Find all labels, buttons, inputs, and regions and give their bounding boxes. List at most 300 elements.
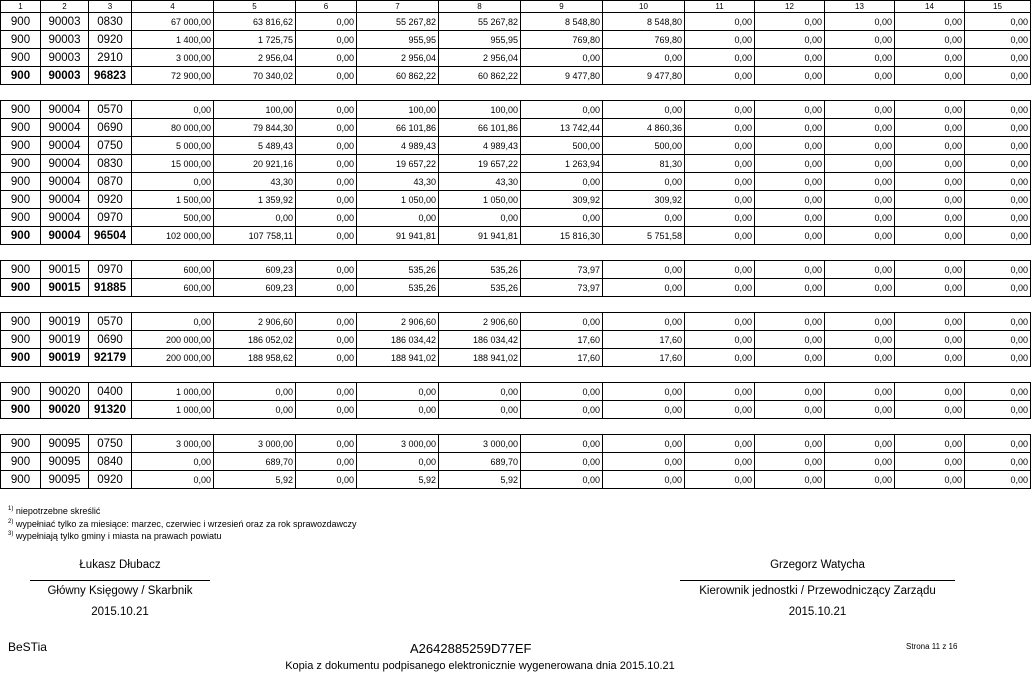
table-cell: 0,00	[825, 137, 895, 155]
column-number: 5	[214, 1, 296, 13]
table-cell: 0,00	[603, 101, 685, 119]
table-cell: 2 906,60	[439, 313, 521, 331]
table-cell: 90004	[41, 173, 89, 191]
footnote-text: wypełniają tylko gminy i miasta na prawach powiatu	[15, 531, 222, 541]
table-cell: 8 548,80	[521, 13, 603, 31]
table-cell: 67 000,00	[132, 13, 214, 31]
table-cell: 0,00	[685, 279, 755, 297]
total-row	[1, 227, 1031, 245]
left-signature-date: 2015.10.21	[91, 606, 149, 618]
table-cell: 0,00	[755, 13, 825, 31]
table-cell: 90015	[41, 279, 89, 297]
table-cell: 0,00	[895, 279, 965, 297]
table-cell: 0,00	[965, 209, 1031, 227]
table-row	[1, 453, 1031, 471]
table-row	[1, 209, 1031, 227]
table-row	[1, 13, 1031, 31]
right-signature-line	[680, 580, 955, 581]
table-cell: 102 000,00	[132, 227, 214, 245]
table-cell: 0,00	[825, 155, 895, 173]
table-cell: 0,00	[296, 191, 357, 209]
table-cell: 0,00	[965, 137, 1031, 155]
table-cell: 0,00	[895, 349, 965, 367]
table-cell: 0,00	[825, 383, 895, 401]
table-cell: 0,00	[296, 13, 357, 31]
left-signature-line	[30, 580, 210, 581]
table-cell: 0400	[89, 383, 132, 401]
table-cell: 0,00	[825, 67, 895, 85]
table-cell: 0,00	[685, 209, 755, 227]
table-cell: 4 989,43	[439, 137, 521, 155]
table-cell: 3 000,00	[357, 435, 439, 453]
table-cell: 0,00	[825, 471, 895, 489]
table-cell: 188 941,02	[439, 349, 521, 367]
group-separator	[1, 85, 1031, 101]
footnote-number: 1)	[8, 506, 14, 512]
table-cell: 90020	[41, 383, 89, 401]
table-cell: 309,92	[521, 191, 603, 209]
table-cell: 1 359,92	[214, 191, 296, 209]
table-cell: 0,00	[296, 101, 357, 119]
table-cell: 0,00	[296, 383, 357, 401]
table-cell: 500,00	[132, 209, 214, 227]
table-cell: 0,00	[965, 49, 1031, 67]
table-cell: 90019	[41, 349, 89, 367]
separator-cell	[1, 85, 1031, 101]
table-cell: 0,00	[755, 435, 825, 453]
table-cell: 55 267,82	[439, 13, 521, 31]
table-cell: 60 862,22	[357, 67, 439, 85]
table-cell: 1 000,00	[132, 383, 214, 401]
table-cell: 0,00	[521, 173, 603, 191]
table-cell: 1 050,00	[439, 191, 521, 209]
table-row	[1, 313, 1031, 331]
table-cell: 0,00	[685, 49, 755, 67]
table-cell: 90095	[41, 453, 89, 471]
table-cell: 900	[1, 401, 41, 419]
column-number: 2	[41, 1, 89, 13]
table-cell: 900	[1, 119, 41, 137]
table-cell: 0570	[89, 101, 132, 119]
table-cell: 0,00	[755, 471, 825, 489]
table-cell: 900	[1, 155, 41, 173]
table-cell: 0,00	[755, 119, 825, 137]
table-cell: 0,00	[685, 401, 755, 419]
table-cell: 4 989,43	[357, 137, 439, 155]
table-cell: 0,00	[685, 471, 755, 489]
table-cell: 0,00	[296, 49, 357, 67]
table-cell: 0750	[89, 435, 132, 453]
table-cell: 0,00	[296, 209, 357, 227]
separator-cell	[1, 419, 1031, 435]
footnote-text: niepotrzebne skreślić	[15, 506, 101, 516]
table-cell: 0,00	[895, 313, 965, 331]
table-cell: 107 758,11	[214, 227, 296, 245]
table-cell: 91 941,81	[357, 227, 439, 245]
table-cell: 0,00	[825, 191, 895, 209]
table-cell: 5 000,00	[132, 137, 214, 155]
table-cell: 100,00	[357, 101, 439, 119]
table-cell: 0,00	[296, 119, 357, 137]
total-row	[1, 67, 1031, 85]
table-cell: 0,00	[825, 313, 895, 331]
separator-cell	[1, 367, 1031, 383]
table-cell: 72 900,00	[132, 67, 214, 85]
table-cell: 0,00	[439, 383, 521, 401]
table-cell: 0,00	[825, 49, 895, 67]
table-cell: 0,00	[755, 101, 825, 119]
table-cell: 0,00	[965, 453, 1031, 471]
table-cell: 0,00	[357, 209, 439, 227]
table-cell: 0,00	[521, 453, 603, 471]
group-separator	[1, 245, 1031, 261]
column-number: 7	[357, 1, 439, 13]
table-cell: 0,00	[825, 13, 895, 31]
table-cell: 43,30	[357, 173, 439, 191]
table-cell: 0,00	[685, 435, 755, 453]
table-cell: 600,00	[132, 261, 214, 279]
table-cell: 0,00	[965, 349, 1031, 367]
table-cell: 90003	[41, 31, 89, 49]
table-cell: 90003	[41, 67, 89, 85]
right-signature-role: Kierownik jednostki / Przewodniczący Zarządu	[699, 585, 936, 597]
table-row	[1, 435, 1031, 453]
footnote-number: 3)	[8, 531, 14, 537]
table-cell: 90004	[41, 155, 89, 173]
table-cell: 90004	[41, 227, 89, 245]
table-cell: 5 751,58	[603, 227, 685, 245]
column-number: 1	[1, 1, 41, 13]
separator-cell	[1, 297, 1031, 313]
table-cell: 0,00	[755, 137, 825, 155]
column-number: 15	[965, 1, 1031, 13]
right-signature-date: 2015.10.21	[788, 606, 847, 618]
table-cell: 90004	[41, 209, 89, 227]
table-cell: 0,00	[895, 383, 965, 401]
table-cell: 0,00	[296, 331, 357, 349]
table-cell: 0,00	[685, 383, 755, 401]
table-cell: 4 860,36	[603, 119, 685, 137]
table-cell: 0,00	[825, 119, 895, 137]
table-cell: 0,00	[895, 471, 965, 489]
table-cell: 0,00	[895, 261, 965, 279]
table-cell: 0,00	[296, 349, 357, 367]
table-cell: 0,00	[755, 155, 825, 173]
table-cell: 900	[1, 435, 41, 453]
table-cell: 63 816,62	[214, 13, 296, 31]
table-cell: 0570	[89, 313, 132, 331]
table-cell: 43,30	[439, 173, 521, 191]
table-row	[1, 383, 1031, 401]
table-cell: 79 844,30	[214, 119, 296, 137]
table-cell: 0,00	[296, 173, 357, 191]
table-cell: 0,00	[965, 227, 1031, 245]
table-cell: 0,00	[296, 31, 357, 49]
table-cell: 0,00	[755, 331, 825, 349]
table-cell: 96504	[89, 227, 132, 245]
table-cell: 0,00	[965, 155, 1031, 173]
table-cell: 186 034,42	[439, 331, 521, 349]
table-cell: 90095	[41, 471, 89, 489]
table-cell: 0,00	[603, 209, 685, 227]
table-cell: 0,00	[825, 261, 895, 279]
table-cell: 15 816,30	[521, 227, 603, 245]
footnote	[8, 504, 356, 517]
table-cell: 0,00	[755, 313, 825, 331]
column-number: 3	[89, 1, 132, 13]
footnote-text: wypełniać tylko za miesiące: marzec, czerwiec i wrzesień oraz za rok sprawozdawczy	[15, 518, 357, 529]
table-cell: 0,00	[755, 261, 825, 279]
table-cell: 0,00	[603, 383, 685, 401]
table-cell: 0,00	[603, 453, 685, 471]
table-cell: 3 000,00	[439, 435, 521, 453]
table-cell: 0,00	[685, 349, 755, 367]
table-cell: 100,00	[439, 101, 521, 119]
table-cell: 0830	[89, 13, 132, 31]
table-cell: 0,00	[755, 49, 825, 67]
table-cell: 900	[1, 471, 41, 489]
table-cell: 9 477,80	[521, 67, 603, 85]
table-cell: 0,00	[965, 279, 1031, 297]
right-signature-name: Grzegorz Watycha	[770, 559, 865, 571]
table-cell: 90019	[41, 331, 89, 349]
table-cell: 0,00	[685, 331, 755, 349]
table-cell: 0840	[89, 453, 132, 471]
table-cell: 0,00	[296, 401, 357, 419]
table-cell: 0690	[89, 331, 132, 349]
copy-note: Kopia z dokumentu podpisanego elektronicznie wygenerowana dnia 2015.10.21	[285, 660, 675, 672]
table-cell: 689,70	[214, 453, 296, 471]
table-cell: 19 657,22	[439, 155, 521, 173]
table-cell: 900	[1, 137, 41, 155]
table-cell: 0970	[89, 261, 132, 279]
footnote	[8, 529, 356, 542]
table-row	[1, 471, 1031, 489]
table-cell: 55 267,82	[357, 13, 439, 31]
table-cell: 0,00	[965, 173, 1031, 191]
table-cell: 0,00	[685, 31, 755, 49]
table-cell: 900	[1, 313, 41, 331]
table-cell: 0,00	[895, 209, 965, 227]
table-cell: 955,95	[357, 31, 439, 49]
table-cell: 0920	[89, 471, 132, 489]
table-cell: 0,00	[357, 383, 439, 401]
table-cell: 3 000,00	[214, 435, 296, 453]
table-cell: 0,00	[965, 67, 1031, 85]
table-cell: 0,00	[685, 155, 755, 173]
table-cell: 0,00	[132, 471, 214, 489]
table-cell: 0,00	[685, 453, 755, 471]
group-separator	[1, 367, 1031, 383]
table-cell: 0750	[89, 137, 132, 155]
table-cell: 0,00	[895, 155, 965, 173]
table-cell: 0,00	[965, 261, 1031, 279]
table-cell: 0,00	[825, 331, 895, 349]
table-cell: 0,00	[521, 209, 603, 227]
table-cell: 900	[1, 49, 41, 67]
total-row	[1, 349, 1031, 367]
table-cell: 0,00	[825, 31, 895, 49]
table-cell: 200 000,00	[132, 331, 214, 349]
table-cell: 1 725,75	[214, 31, 296, 49]
table-cell: 900	[1, 453, 41, 471]
table-cell: 0,00	[685, 227, 755, 245]
table-cell: 0,00	[132, 313, 214, 331]
table-cell: 535,26	[357, 279, 439, 297]
table-cell: 17,60	[521, 331, 603, 349]
table-cell: 0,00	[132, 173, 214, 191]
table-cell: 0,00	[296, 279, 357, 297]
table-cell: 9 477,80	[603, 67, 685, 85]
table-cell: 43,30	[214, 173, 296, 191]
table-cell: 0,00	[755, 279, 825, 297]
table-cell: 0,00	[357, 401, 439, 419]
table-cell: 900	[1, 101, 41, 119]
table-cell: 200 000,00	[132, 349, 214, 367]
table-cell: 60 862,22	[439, 67, 521, 85]
table-cell: 0,00	[521, 383, 603, 401]
table-cell: 0,00	[603, 471, 685, 489]
table-cell: 0,00	[895, 435, 965, 453]
table-cell: 91 941,81	[439, 227, 521, 245]
table-cell: 17,60	[603, 331, 685, 349]
table-cell: 0,00	[755, 191, 825, 209]
table-cell: 66 101,86	[439, 119, 521, 137]
document-code: A2642885259D77EF	[410, 641, 532, 656]
table-cell: 500,00	[603, 137, 685, 155]
table-cell: 0,00	[296, 155, 357, 173]
table-cell: 0,00	[603, 401, 685, 419]
table-row	[1, 101, 1031, 119]
table-cell: 90004	[41, 191, 89, 209]
table-cell: 92179	[89, 349, 132, 367]
table-cell: 535,26	[439, 261, 521, 279]
table-cell: 1 400,00	[132, 31, 214, 49]
table-cell: 0,00	[825, 209, 895, 227]
table-cell: 0,00	[685, 173, 755, 191]
table-cell: 0,00	[521, 401, 603, 419]
table-cell: 0,00	[895, 31, 965, 49]
table-cell: 2 906,60	[357, 313, 439, 331]
table-cell: 2 906,60	[214, 313, 296, 331]
table-row	[1, 119, 1031, 137]
total-row	[1, 279, 1031, 297]
table-cell: 96823	[89, 67, 132, 85]
table-cell: 0,00	[439, 209, 521, 227]
table-cell: 0,00	[965, 383, 1031, 401]
table-cell: 0,00	[755, 453, 825, 471]
table-cell: 0,00	[685, 67, 755, 85]
table-cell: 0,00	[965, 191, 1031, 209]
table-cell: 0,00	[895, 173, 965, 191]
table-cell: 2 956,04	[439, 49, 521, 67]
table-cell: 0,00	[755, 383, 825, 401]
table-cell: 900	[1, 279, 41, 297]
table-cell: 1 263,94	[521, 155, 603, 173]
table-cell: 0,00	[755, 209, 825, 227]
table-cell: 0,00	[965, 13, 1031, 31]
table-cell: 0,00	[895, 49, 965, 67]
table-row	[1, 49, 1031, 67]
table-cell: 0,00	[895, 227, 965, 245]
footnote-number: 2)	[8, 518, 14, 525]
table-cell: 70 340,02	[214, 67, 296, 85]
table-cell: 0,00	[603, 49, 685, 67]
table-cell: 900	[1, 67, 41, 85]
table-cell: 769,80	[521, 31, 603, 49]
table-cell: 188 941,02	[357, 349, 439, 367]
table-cell: 900	[1, 13, 41, 31]
table-cell: 17,60	[603, 349, 685, 367]
table-cell: 0,00	[825, 279, 895, 297]
table-cell: 17,60	[521, 349, 603, 367]
table-cell: 1 500,00	[132, 191, 214, 209]
table-body	[1, 1, 1031, 489]
left-signature-role: Główny Księgowy / Skarbnik	[47, 585, 193, 597]
table-cell: 689,70	[439, 453, 521, 471]
table-cell: 0,00	[825, 401, 895, 419]
table-row	[1, 191, 1031, 209]
table-cell: 0,00	[965, 119, 1031, 137]
table-cell: 0,00	[296, 137, 357, 155]
table-cell: 0,00	[895, 191, 965, 209]
table-cell: 900	[1, 209, 41, 227]
table-cell: 0,00	[685, 101, 755, 119]
table-cell: 0,00	[755, 31, 825, 49]
table-row	[1, 155, 1031, 173]
table-cell: 900	[1, 227, 41, 245]
footnote	[8, 517, 356, 530]
table-cell: 5,92	[357, 471, 439, 489]
table-cell: 0690	[89, 119, 132, 137]
table-cell: 1 050,00	[357, 191, 439, 209]
column-number: 4	[132, 1, 214, 13]
table-cell: 0,00	[965, 435, 1031, 453]
table-cell: 3 000,00	[132, 49, 214, 67]
table-cell: 0,00	[895, 137, 965, 155]
table-cell: 0,00	[214, 383, 296, 401]
total-row	[1, 401, 1031, 419]
table-cell: 0,00	[603, 435, 685, 453]
table-cell: 0,00	[521, 49, 603, 67]
table-cell: 91885	[89, 279, 132, 297]
table-cell: 1 000,00	[132, 401, 214, 419]
table-cell: 90015	[41, 261, 89, 279]
table-cell: 2 956,04	[357, 49, 439, 67]
table-cell: 0,00	[965, 101, 1031, 119]
table-cell: 600,00	[132, 279, 214, 297]
table-cell: 186 034,42	[357, 331, 439, 349]
table-cell: 15 000,00	[132, 155, 214, 173]
table-cell: 0,00	[685, 119, 755, 137]
table-cell: 0,00	[296, 435, 357, 453]
table-cell: 0,00	[603, 173, 685, 191]
table-cell: 0,00	[296, 261, 357, 279]
table-cell: 5,92	[439, 471, 521, 489]
table-cell: 0,00	[755, 401, 825, 419]
table-cell: 0,00	[755, 173, 825, 191]
table-cell: 0,00	[521, 435, 603, 453]
page-number: Strona 11 z 16	[906, 642, 958, 651]
table-cell: 0,00	[685, 313, 755, 331]
table-cell: 0,00	[132, 453, 214, 471]
table-cell: 0,00	[895, 101, 965, 119]
table-cell: 0,00	[755, 67, 825, 85]
column-number: 12	[755, 1, 825, 13]
table-cell: 5 489,43	[214, 137, 296, 155]
table-row	[1, 261, 1031, 279]
table-cell: 0,00	[296, 227, 357, 245]
